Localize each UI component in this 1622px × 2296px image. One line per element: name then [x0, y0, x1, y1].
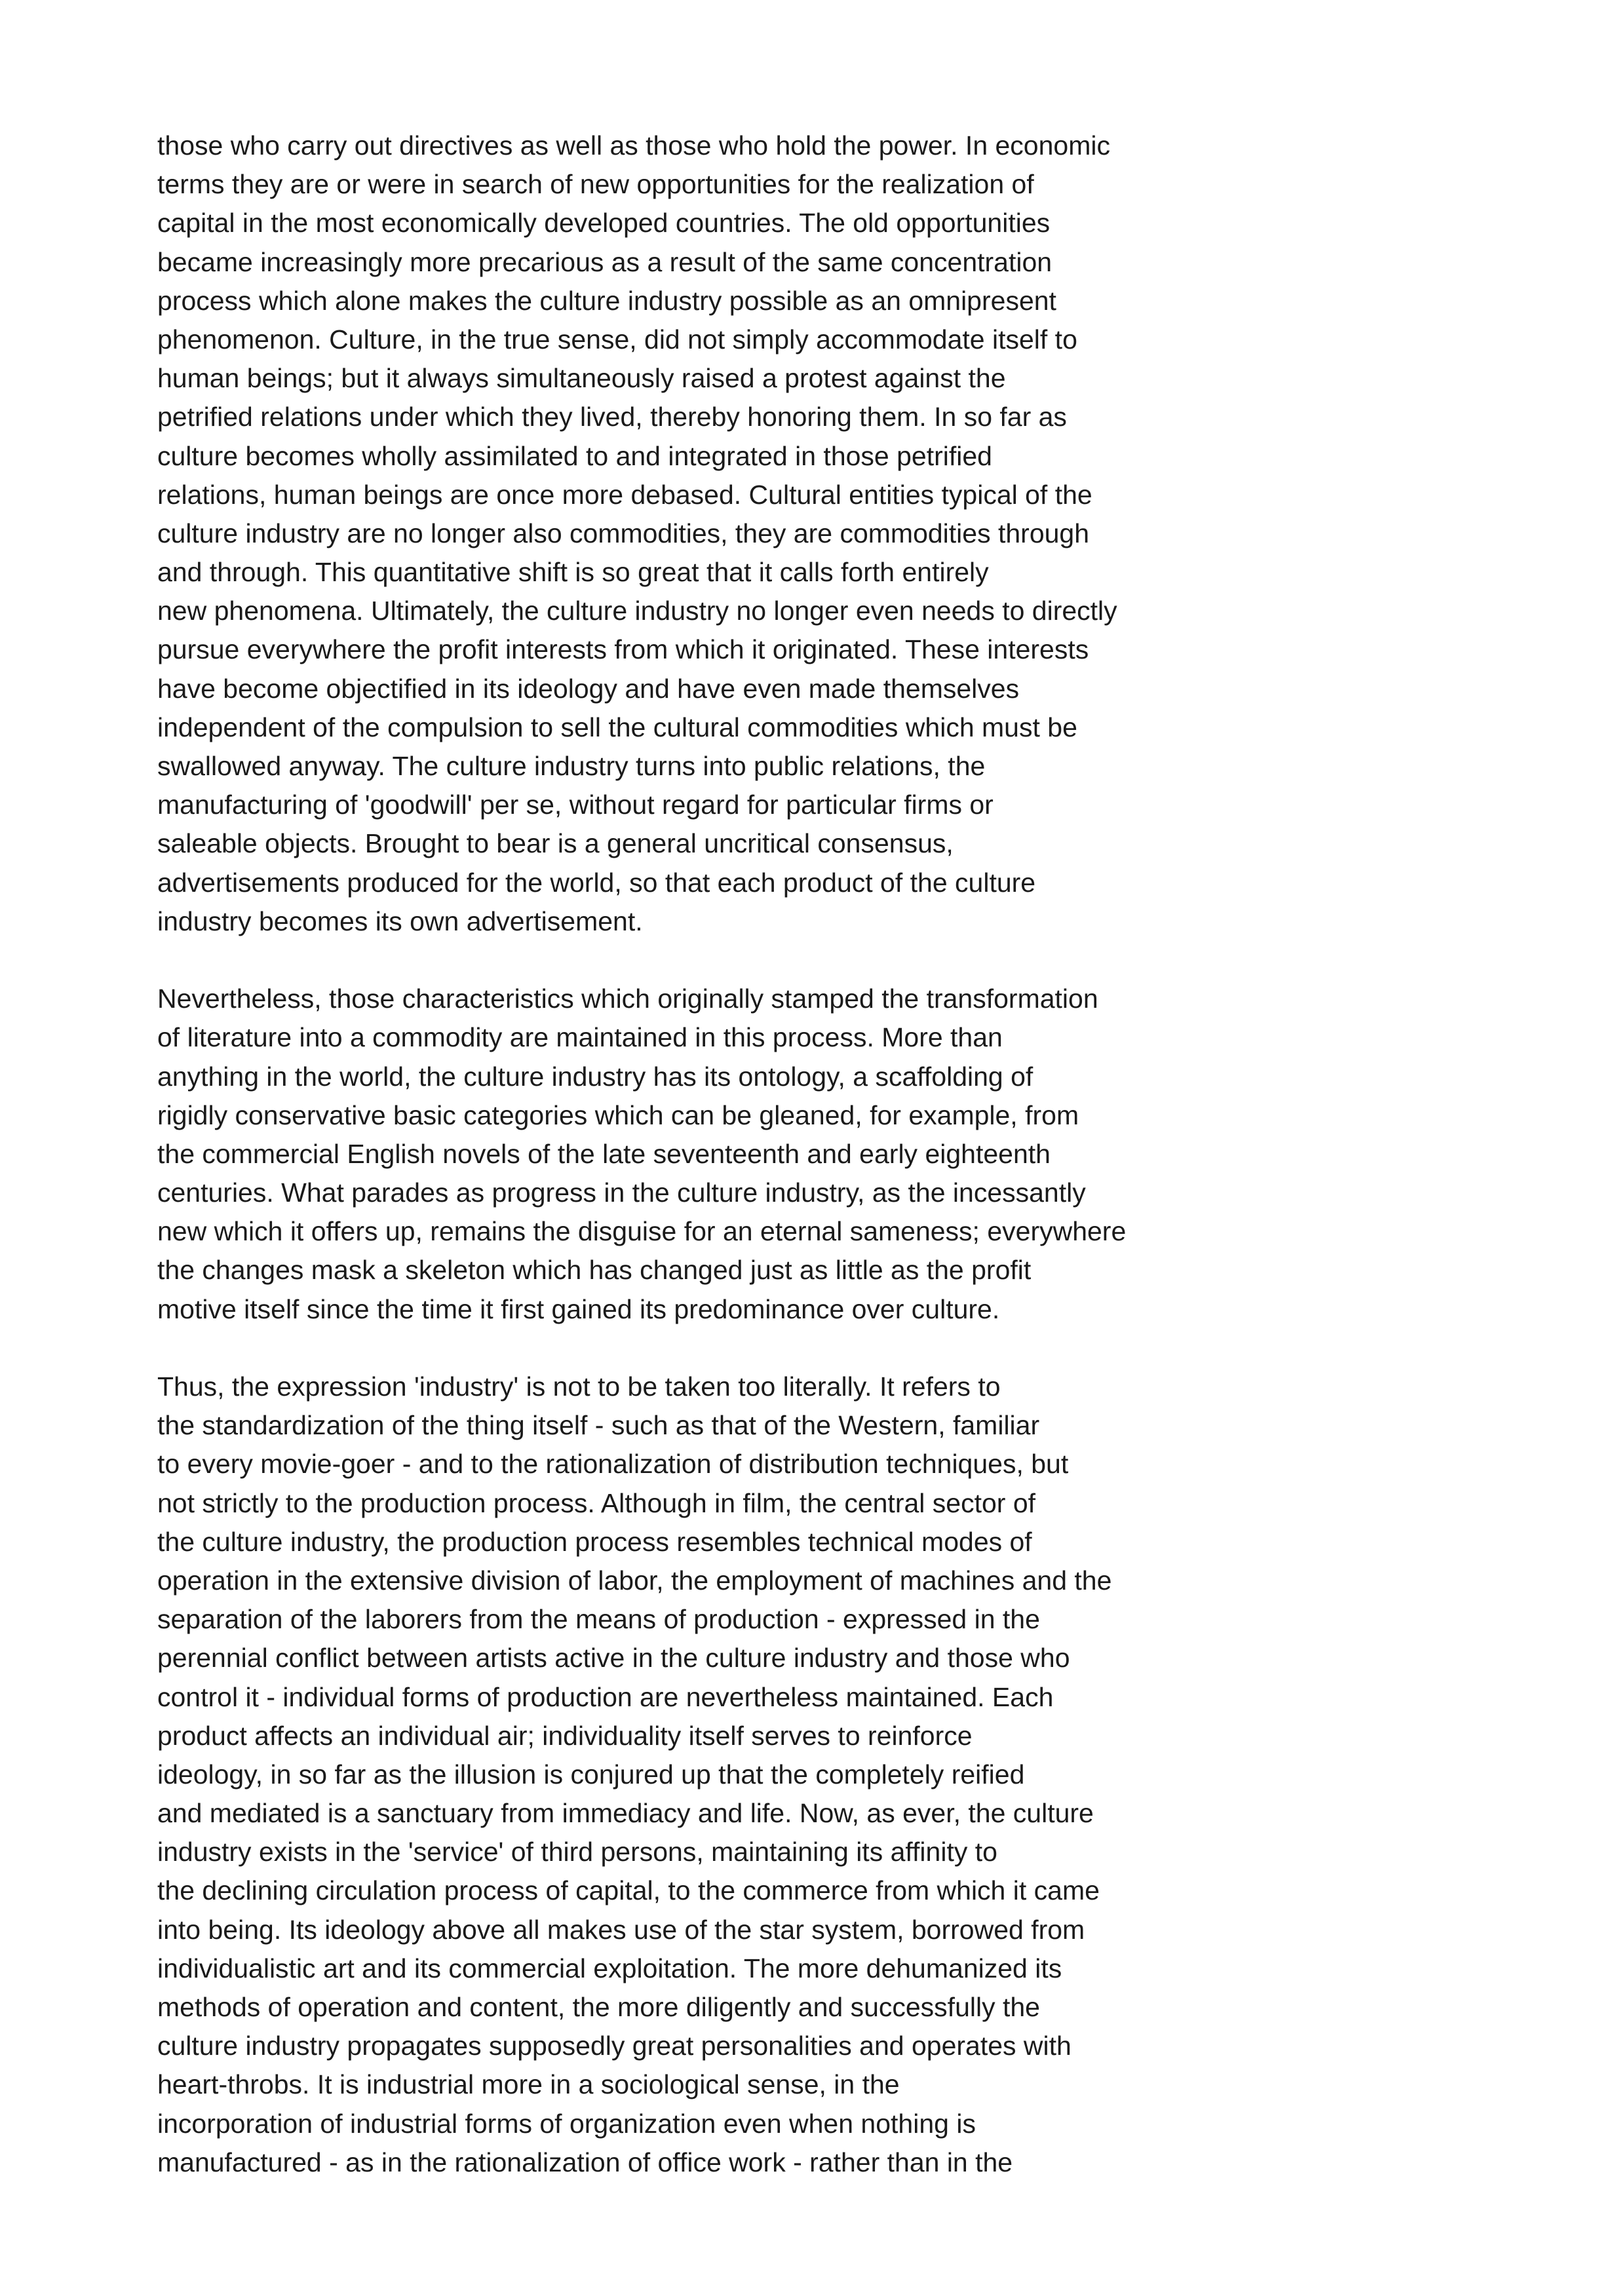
- text-line: ideology, in so far as the illusion is conjured up that the completely reified: [157, 1759, 1025, 1789]
- text-line: terms they are or were in search of new opportunities for the realization of: [157, 169, 1034, 200]
- text-line: became increasingly more precarious as a result of the same concentration: [157, 246, 1052, 277]
- text-line: saleable objects. Brought to bear is a general uncritical consensus,: [157, 828, 954, 859]
- text-line: control it - individual forms of production are nevertheless maintained. Each: [157, 1681, 1054, 1712]
- text-line: product affects an individual air; individuality itself serves to reinforce: [157, 1720, 973, 1751]
- text-line: petrified relations under which they lived, thereby honoring them. In so far as: [157, 402, 1067, 432]
- text-line: advertisements produced for the world, so that each product of the culture: [157, 867, 1036, 898]
- text-line: culture industry are no longer also commodities, they are commodities through: [157, 518, 1090, 548]
- text-line: the declining circulation process of capital, to the commerce from which it came: [157, 1875, 1100, 1906]
- text-line: manufactured - as in the rationalization of office work - rather than in the: [157, 2147, 1013, 2177]
- paragraph-gap: [157, 1329, 1311, 1368]
- paragraph: [157, 126, 1311, 941]
- text-line: the commercial English novels of the late seventeenth and early eighteenth: [157, 1138, 1051, 1169]
- text-line: industry becomes its own advertisement.: [157, 906, 643, 936]
- text-line: phenomenon. Culture, in the true sense, did not simply accommodate itself to: [157, 324, 1077, 354]
- text-line: Nevertheless, those characteristics which originally stamped the transformation: [157, 984, 1098, 1014]
- text-line: and mediated is a sanctuary from immediacy and life. Now, as ever, the culture: [157, 1798, 1094, 1829]
- body-text: [157, 126, 1311, 2182]
- text-line: new phenomena. Ultimately, the culture industry no longer even needs to directly: [157, 596, 1117, 626]
- text-line: culture industry propagates supposedly great personalities and operates with: [157, 2031, 1072, 2061]
- text-line: capital in the most economically developed countries. The old opportunities: [157, 208, 1051, 239]
- text-line: the standardization of the thing itself - such as that of the Western, familiar: [157, 1410, 1040, 1441]
- text-line: operation in the extensive division of labor, the employment of machines and the: [157, 1565, 1112, 1596]
- text-line: incorporation of industrial forms of organization even when nothing is: [157, 2108, 976, 2139]
- text-line: process which alone makes the culture industry possible as an omnipresent: [157, 285, 1056, 316]
- text-line: culture becomes wholly assimilated to and integrated in those petrified: [157, 440, 992, 471]
- text-line: centuries. What parades as progress in the culture industry, as the incessantly: [157, 1177, 1086, 1208]
- text-line: swallowed anyway. The culture industry turns into public relations, the: [157, 751, 986, 781]
- text-line: individualistic art and its commercial exploitation. The more dehumanized its: [157, 1953, 1062, 1983]
- text-line: of literature into a commodity are maintained in this process. More than: [157, 1022, 1003, 1053]
- paragraph: [157, 980, 1311, 1329]
- text-line: new which it offers up, remains the disguise for an eternal sameness; everywhere: [157, 1216, 1127, 1247]
- text-line: separation of the laborers from the means of production - expressed in the: [157, 1604, 1040, 1635]
- text-line: perennial conflict between artists active in the culture industry and those who: [157, 1643, 1070, 1674]
- text-line: not strictly to the production process. Although in film, the central sector of: [157, 1487, 1036, 1518]
- paragraph-gap: [157, 941, 1311, 980]
- text-line: rigidly conservative basic categories which can be gleaned, for example, from: [157, 1100, 1079, 1130]
- text-line: anything in the world, the culture industry has its ontology, a scaffolding of: [157, 1061, 1033, 1092]
- text-line: motive itself since the time it first gained its predominance over culture.: [157, 1293, 1000, 1324]
- text-line: have become objectified in its ideology and have even made themselves: [157, 673, 1020, 704]
- text-line: and through. This quantitative shift is so great that it calls forth entirely: [157, 557, 989, 588]
- text-line: into being. Its ideology above all makes use of the star system, borrowed from: [157, 1914, 1085, 1945]
- paragraph: [157, 1368, 1311, 2182]
- text-line: methods of operation and content, the more diligently and successfully the: [157, 1992, 1040, 2022]
- text-line: pursue everywhere the profit interests from which it originated. These interests: [157, 634, 1089, 665]
- text-line: Thus, the expression 'industry' is not to be taken too literally. It refers to: [157, 1371, 1001, 1402]
- text-line: industry exists in the 'service' of third persons, maintaining its affinity to: [157, 1837, 997, 1867]
- text-line: the changes mask a skeleton which has changed just as little as the profit: [157, 1255, 1032, 1286]
- text-line: independent of the compulsion to sell the cultural commodities which must be: [157, 712, 1077, 742]
- text-line: heart-throbs. It is industrial more in a sociological sense, in the: [157, 2069, 900, 2100]
- text-line: manufacturing of 'goodwill' per se, without regard for particular firms or: [157, 790, 994, 820]
- text-line: human beings; but it always simultaneously raised a protest against the: [157, 363, 1006, 394]
- text-line: to every movie-goer - and to the rationalization of distribution techniques, but: [157, 1449, 1069, 1480]
- text-line: those who carry out directives as well as those who hold the power. In economic: [157, 130, 1110, 161]
- text-line: relations, human beings are once more debased. Cultural entities typical of the: [157, 479, 1092, 510]
- text-line: the culture industry, the production process resembles technical modes of: [157, 1526, 1032, 1557]
